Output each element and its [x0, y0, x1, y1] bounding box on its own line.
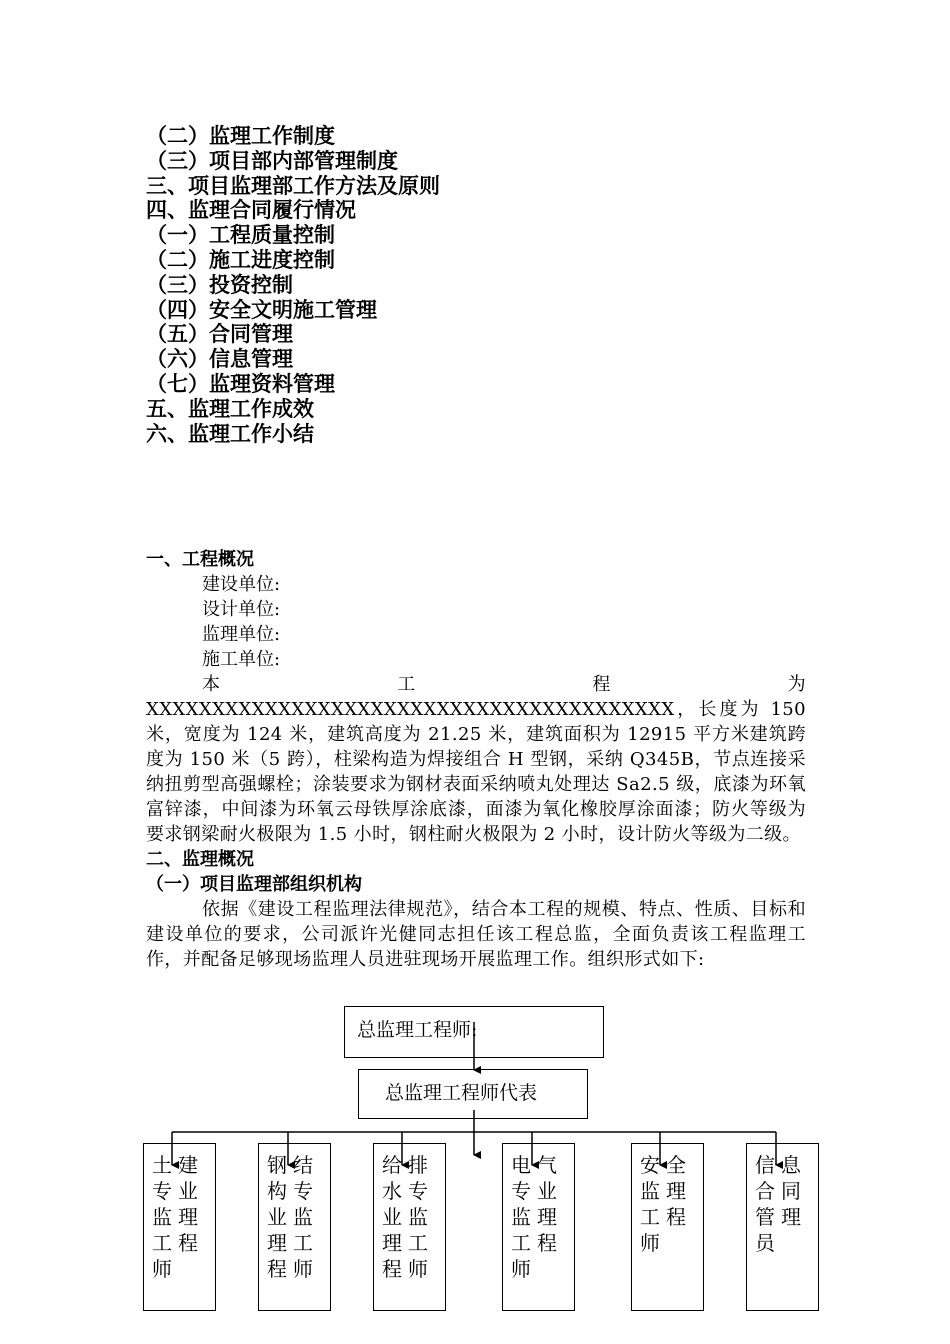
role-label: 土建专业监理工程师 [152, 1153, 204, 1281]
toc-line: （二）施工进度控制 [146, 247, 335, 272]
toc-line: （六）信息管理 [146, 347, 293, 372]
role-box-civil [143, 1143, 216, 1311]
role-box-safety [631, 1143, 704, 1311]
chief-supervisor-box [344, 1006, 604, 1058]
subsection-heading: （一）项目监理部组织机构 [146, 874, 362, 895]
deputy-supervisor-box [358, 1069, 588, 1119]
role-label: 信息合同管理员 [755, 1153, 807, 1255]
toc-line: （二）监理工作制度 [146, 124, 335, 148]
field-label: 建设单位: [202, 574, 281, 595]
role-label: 电气专业监理工程师 [511, 1153, 563, 1281]
toc-line: 六、监理工作小结 [146, 421, 314, 446]
toc-line: 三、项目监理部工作方法及原则 [146, 173, 440, 198]
deputy-supervisor-label: 总监理工程师代表 [385, 1082, 538, 1104]
role-box-information [746, 1143, 819, 1311]
toc-line: （四）安全文明施工管理 [146, 297, 377, 322]
role-label: 安全监理工程师 [640, 1153, 692, 1255]
field-label: 监理单位: [202, 624, 281, 645]
role-box-plumbing [373, 1143, 446, 1311]
role-box-steel [258, 1143, 331, 1311]
toc-line: （七）监理资料管理 [146, 371, 335, 396]
section-heading: 二、监理概况 [146, 849, 254, 870]
field-label: 施工单位: [202, 649, 281, 670]
toc-line: （五）合同管理 [146, 322, 293, 347]
role-label: 钢结构专业监理工程师 [267, 1153, 319, 1281]
field-label: 设计单位: [202, 599, 281, 620]
section-heading: 一、工程概况 [146, 549, 254, 570]
role-box-electrical [502, 1143, 575, 1311]
project-description: 本工程为 XXXXXXXXXXXXXXXXXXXXXXXXXXXXXXXXXXXXXXXX，长度为 150 米，宽度为 124 米，建筑高度为 21.25 米，建筑面积为 12915 平方米建筑跨度为 150 米（5 跨），柱梁构造为焊接组合 H 型钢，采纳 Q345B，节点连接采纳扭剪型高强螺栓；涂装要求为钢材表面采纳喷丸处理达 Sa2.5 级，底漆为环氧富锌漆，中间漆为环氧云母铁厚涂底漆，面漆为氧化橡胶厚涂面漆；防火等级为要求钢梁耐火极限为 1.5 小时，钢柱耐火极限为 2 小时，设计防火等级为二级。 [146, 674, 806, 845]
toc-line: 四、监理合同履行情况 [146, 198, 356, 223]
toc-line: （三）项目部内部管理制度 [146, 148, 398, 173]
toc-line: 五、监理工作成效 [146, 396, 314, 421]
toc-line: （一）工程质量控制 [146, 223, 335, 248]
toc-line: （三）投资控制 [146, 272, 293, 297]
organization-description: 依据《建设工程监理法律规范》，结合本工程的规模、特点、性质、目标和建设单位的要求，公司派许光健同志担任该工程总监，全面负责该工程监理工作，并配备足够现场监理人员进驻现场开展监理工作。组织形式如下: [146, 899, 806, 970]
chief-supervisor-label: 总监理工程师: [357, 1019, 478, 1041]
role-label: 给排水专业监理工程师 [382, 1153, 434, 1281]
